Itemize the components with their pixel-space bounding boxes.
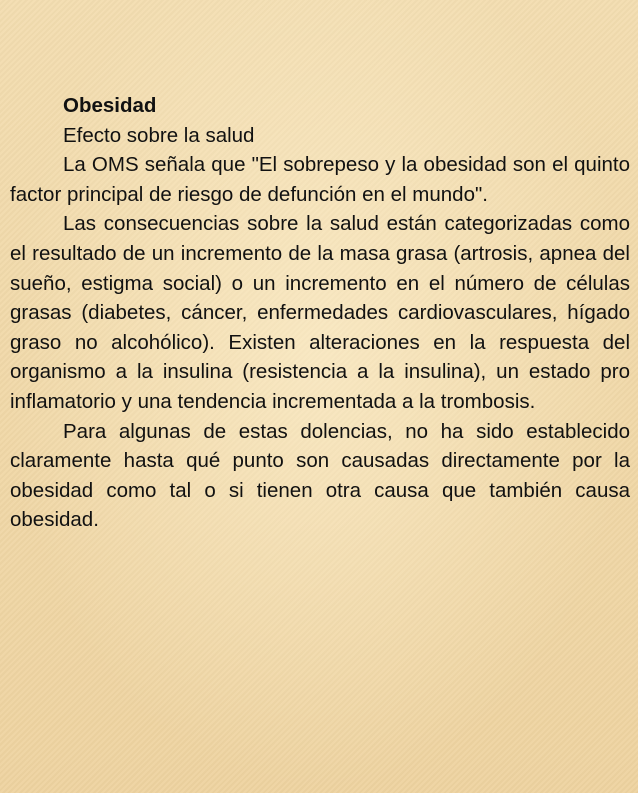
subtitle: Efecto sobre la salud [63,123,255,147]
paragraph-oms: La OMS señala que "El sobrepeso y la obesidad son el quinto factor principal de riesgo de defunción en el mundo". [10,153,630,206]
paragraph-consequences: Las consecuencias sobre la salud están categorizadas como el resultado de un incremento de la masa grasa (artrosis, apnea del sueño, estigma social) o un incremento en el número de células grasas (diabetes, cáncer, enfermedades cardiovasculares, hígado graso no alcohólico). Existen alteraciones en la respuesta del organismo a la insulina (resistencia a la insulina), un estado pro inflamatorio y una tendencia incrementada a la trombosis. [10,212,630,413]
slide-content [10,91,630,535]
page-title: Obesidad [63,94,157,117]
paragraph-causes: Para algunas de estas dolencias, no ha sido establecido claramente hasta qué punto son causadas directamente por la obesidad como tal o si tienen otra causa que también causa obesidad. [10,419,630,532]
